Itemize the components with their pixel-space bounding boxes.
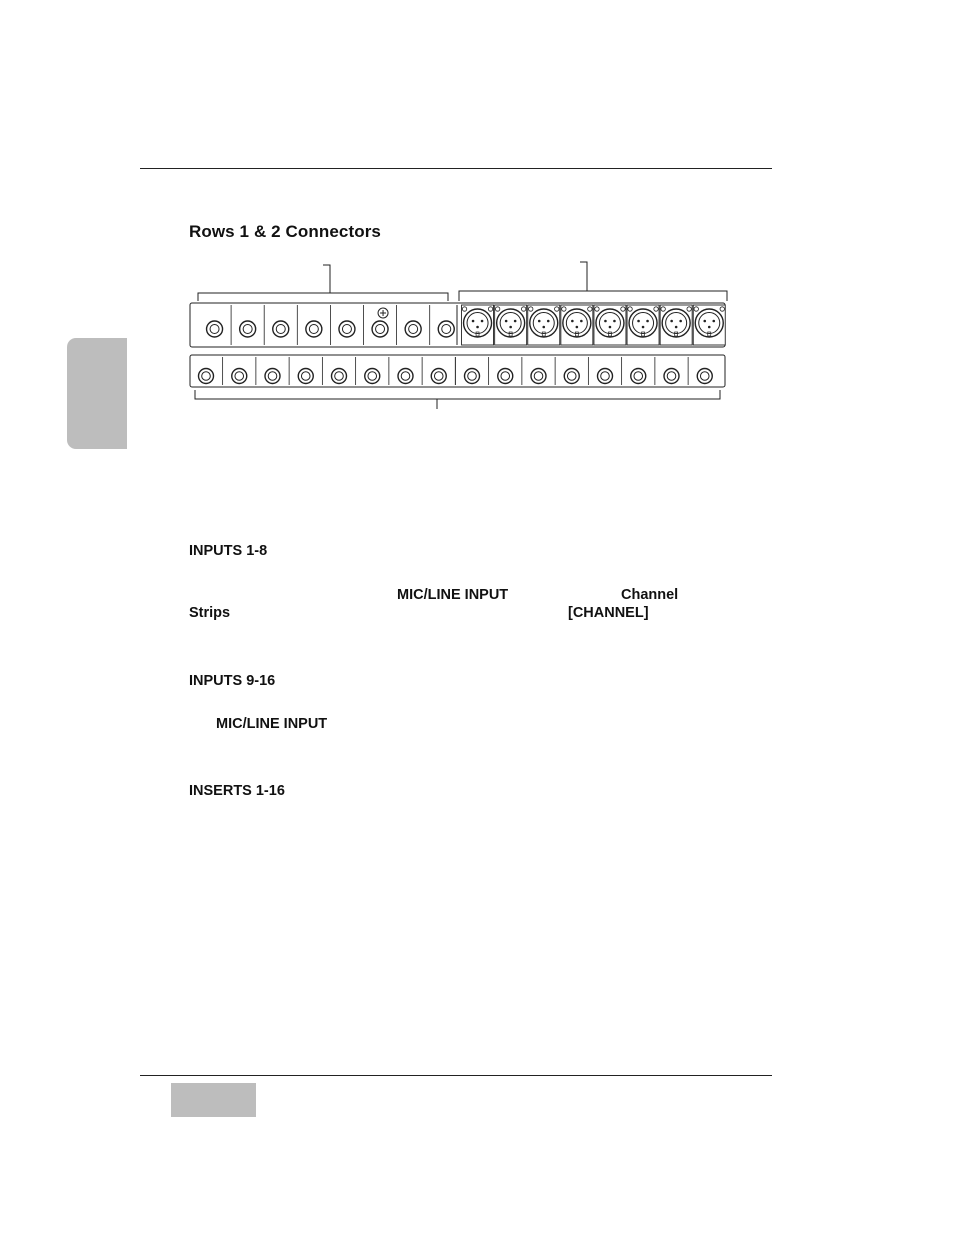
inputs-9-16-label: INPUTS 9-16 (189, 673, 276, 689)
trs-jack-icon (332, 369, 347, 384)
trs-jack-icon (240, 321, 256, 337)
xlr-pin-icon (712, 320, 715, 323)
trs-jack-icon (339, 321, 355, 337)
xlr-pin-icon (571, 320, 574, 323)
xlr-pin-icon (509, 326, 512, 329)
trs-jack-icon (631, 369, 646, 384)
xlr-pin-icon (542, 326, 545, 329)
trs-jack-icon (664, 369, 679, 384)
section-heading: Rows 1 & 2 Connectors (189, 222, 381, 241)
trs-jack-icon (564, 369, 579, 384)
trs-jack-icon (465, 369, 480, 384)
xlr-pin-icon (576, 326, 579, 329)
strips-ref: Strips (189, 605, 231, 621)
xlr-pin-icon (481, 320, 484, 323)
footer-rule (140, 1075, 772, 1076)
xlr-pin-icon (703, 320, 706, 323)
trs-jack-icon (438, 321, 454, 337)
trs-jack-icon (232, 369, 247, 384)
bracket-leader-inputs-1-8 (323, 265, 330, 293)
bracket-inputs-1-8 (198, 293, 448, 301)
xlr-pin-icon (675, 326, 678, 329)
mic-line-input-ref-1: MIC/LINE INPUT (397, 587, 509, 603)
channel-button-ref: [CHANNEL] (568, 605, 649, 621)
xlr-pin-icon (642, 326, 645, 329)
trs-jack-icon (398, 369, 413, 384)
mic-line-input-ref-2: MIC/LINE INPUT (216, 716, 328, 732)
trs-jack-icon (405, 321, 421, 337)
xlr-pin-icon (538, 320, 541, 323)
xlr-pin-icon (670, 320, 673, 323)
xlr-pin-icon (472, 320, 475, 323)
xlr-pin-icon (514, 320, 517, 323)
xlr-jack-icon (695, 309, 723, 337)
trs-jack-icon (431, 369, 446, 384)
trs-jack-icon (207, 321, 223, 337)
trs-jack-icon (697, 369, 712, 384)
trs-jack-icon (598, 369, 613, 384)
bracket-inputs-9-16 (459, 291, 727, 301)
xlr-pin-icon (580, 320, 583, 323)
bracket-inserts-1-16 (195, 390, 720, 399)
xlr-pin-icon (604, 320, 607, 323)
xlr-pin-icon (708, 326, 711, 329)
trs-jack-icon (498, 369, 513, 384)
xlr-jack-icon (662, 309, 690, 337)
trs-jack-icon (306, 321, 322, 337)
xlr-pin-icon (476, 326, 479, 329)
trs-jack-icon (372, 321, 388, 337)
bracket-leader-inputs-9-16 (580, 262, 587, 291)
xlr-pin-icon (679, 320, 682, 323)
page-number-box (171, 1083, 256, 1117)
xlr-jack-icon (464, 309, 492, 337)
inputs-1-8-label: INPUTS 1-8 (189, 543, 268, 559)
xlr-pin-icon (609, 326, 612, 329)
inserts-1-16-label: INSERTS 1-16 (189, 783, 285, 799)
xlr-pin-icon (547, 320, 550, 323)
xlr-jack-icon (530, 309, 558, 337)
xlr-pin-icon (646, 320, 649, 323)
trs-jack-icon (265, 369, 280, 384)
xlr-pin-icon (505, 320, 508, 323)
xlr-jack-icon (629, 309, 657, 337)
xlr-jack-icon (497, 309, 525, 337)
xlr-pin-icon (637, 320, 640, 323)
header-rule (140, 168, 772, 169)
chapter-side-tab (67, 338, 127, 449)
trs-jack-icon (365, 369, 380, 384)
trs-jack-icon (199, 369, 214, 384)
channel-ref: Channel (621, 587, 679, 603)
trs-jack-icon (531, 369, 546, 384)
xlr-pin-icon (613, 320, 616, 323)
xlr-jack-icon (596, 309, 624, 337)
xlr-jack-icon (563, 309, 591, 337)
connector-panel-diagram (180, 255, 740, 415)
trs-jack-icon (298, 369, 313, 384)
trs-jack-icon (273, 321, 289, 337)
